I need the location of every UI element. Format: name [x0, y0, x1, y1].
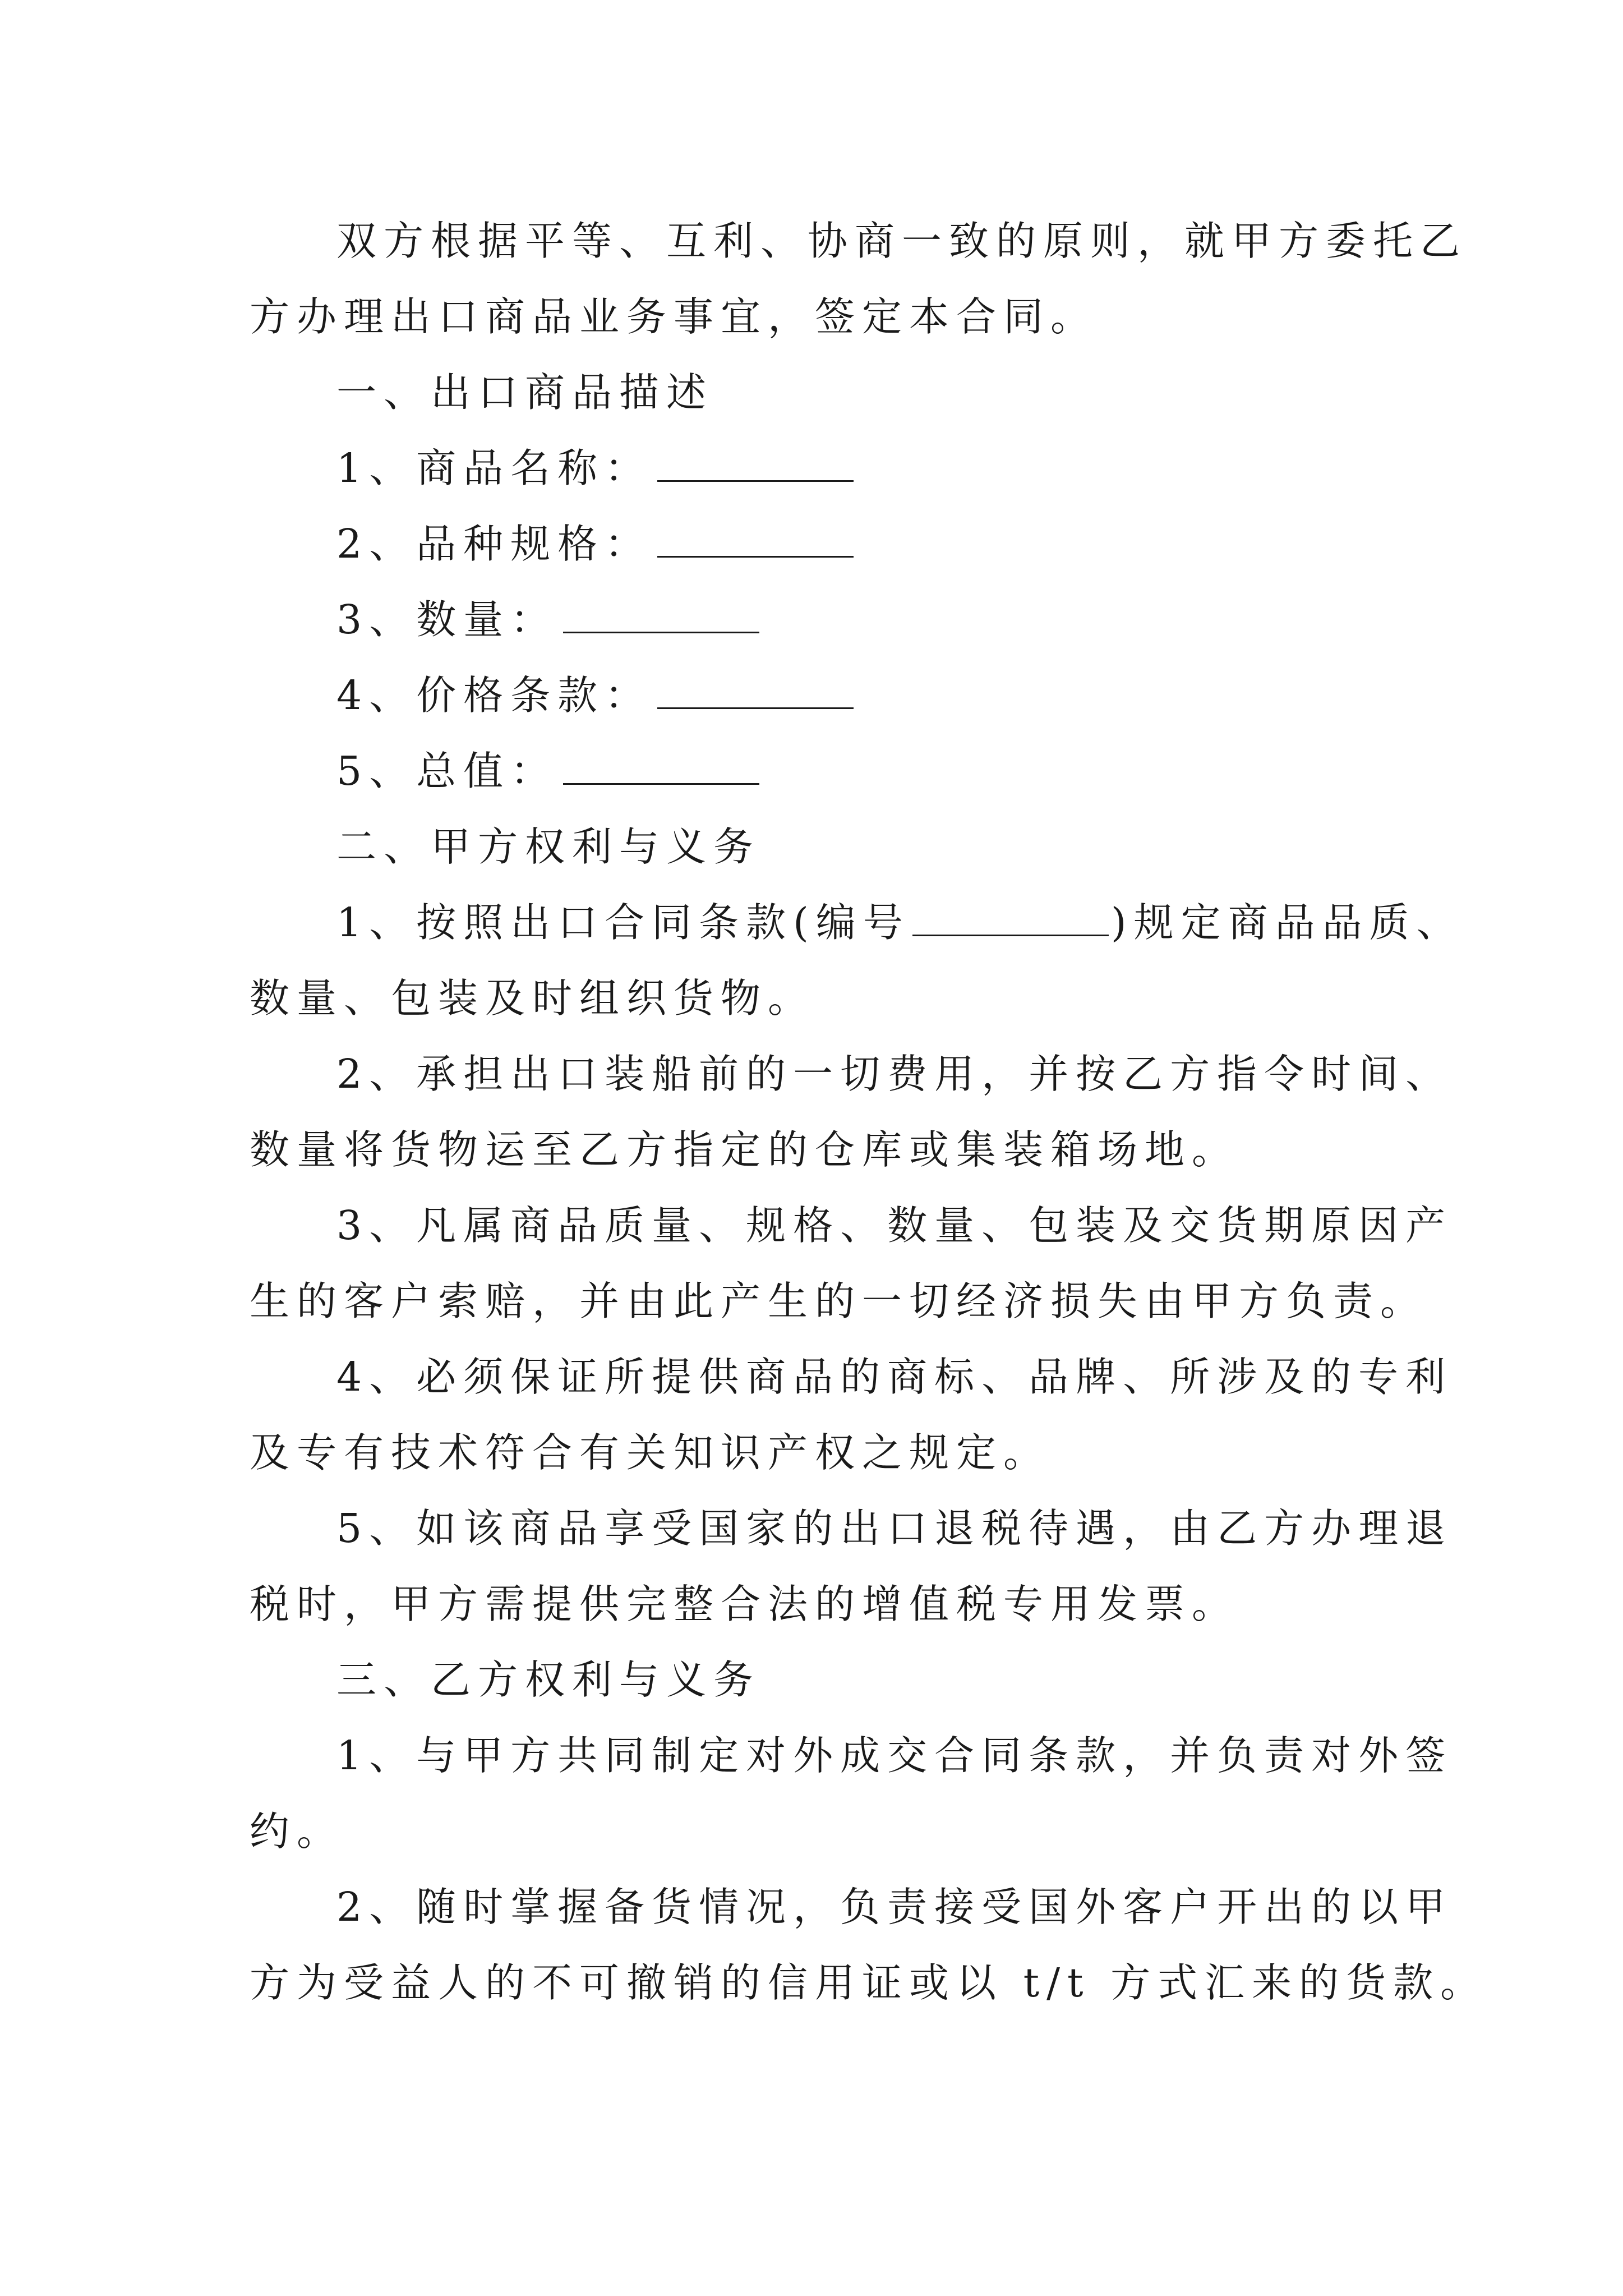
- section2-item-4-line-2: 及专有技术符合有关知识产权之规定。: [250, 1429, 1051, 1476]
- item-label: 1、商品名称：: [336, 445, 652, 491]
- section2-item-3-line-2: 生的客户索赔，并由此产生的一切经济损失由甲方负责。: [250, 1278, 1428, 1324]
- section1-heading: 一、出口商品描述: [336, 369, 714, 416]
- intro-line-2: 方办理出口商品业务事宜，签定本合同。: [250, 293, 1098, 340]
- fill-in-blank[interactable]: [657, 447, 854, 482]
- section2-item-5-line-1: 5、如该商品享受国家的出口退税待遇，由乙方办理退: [336, 1505, 1453, 1552]
- section3-item-2-line-1: 2、随时掌握备货情况，负责接受国外客户开出的以甲: [336, 1884, 1453, 1930]
- item-text-after: )规定商品品质、: [1110, 899, 1464, 946]
- section3-item-1-line-1: 1、与甲方共同制定对外成交合同条款，并负责对外签: [336, 1732, 1453, 1779]
- fill-in-blank[interactable]: [657, 522, 854, 558]
- item-label: 2、品种规格：: [336, 521, 652, 567]
- section1-item-3: [336, 595, 759, 645]
- section2-item-2-line-1: 2、承担出口装船前的一切费用，并按乙方指令时间、: [336, 1051, 1453, 1097]
- contract-number-blank[interactable]: [912, 901, 1109, 936]
- section1-item-4: [336, 670, 854, 721]
- item-text-before: 1、按照出口合同条款(编号: [336, 899, 910, 946]
- item-label: 4、价格条款：: [336, 672, 652, 719]
- section3-item-2-line-2: 方为受益人的不可撤销的信用证或以 t/t 方式汇来的货款。: [250, 1959, 1488, 2006]
- section2-item-1-line-2: 数量、包装及时组织货物。: [250, 975, 815, 1022]
- section1-item-5: [336, 746, 759, 797]
- fill-in-blank[interactable]: [563, 749, 759, 785]
- section3-item-1-line-2: 约。: [250, 1808, 344, 1855]
- section2-item-1-line-1: [336, 898, 1464, 948]
- section2-item-2-line-2: 数量将货物运至乙方指定的仓库或集装箱场地。: [250, 1126, 1239, 1173]
- item-label: 3、数量：: [336, 596, 558, 643]
- section3-heading: 三、乙方权利与义务: [336, 1657, 761, 1703]
- section1-item-2: [336, 519, 854, 569]
- section2-heading: 二、甲方权利与义务: [336, 823, 761, 870]
- fill-in-blank[interactable]: [563, 598, 759, 633]
- section1-item-1: [336, 443, 854, 494]
- intro-line-1: 双方根据平等、互利、协商一致的原则，就甲方委托乙: [336, 218, 1468, 264]
- fill-in-blank[interactable]: [657, 674, 854, 709]
- section2-item-3-line-1: 3、凡属商品质量、规格、数量、包装及交货期原因产: [336, 1202, 1453, 1249]
- item-label: 5、总值：: [336, 748, 558, 794]
- section2-item-5-line-2: 税时，甲方需提供完整合法的增值税专用发票。: [250, 1581, 1239, 1627]
- section2-item-4-line-1: 4、必须保证所提供商品的商标、品牌、所涉及的专利: [336, 1354, 1453, 1400]
